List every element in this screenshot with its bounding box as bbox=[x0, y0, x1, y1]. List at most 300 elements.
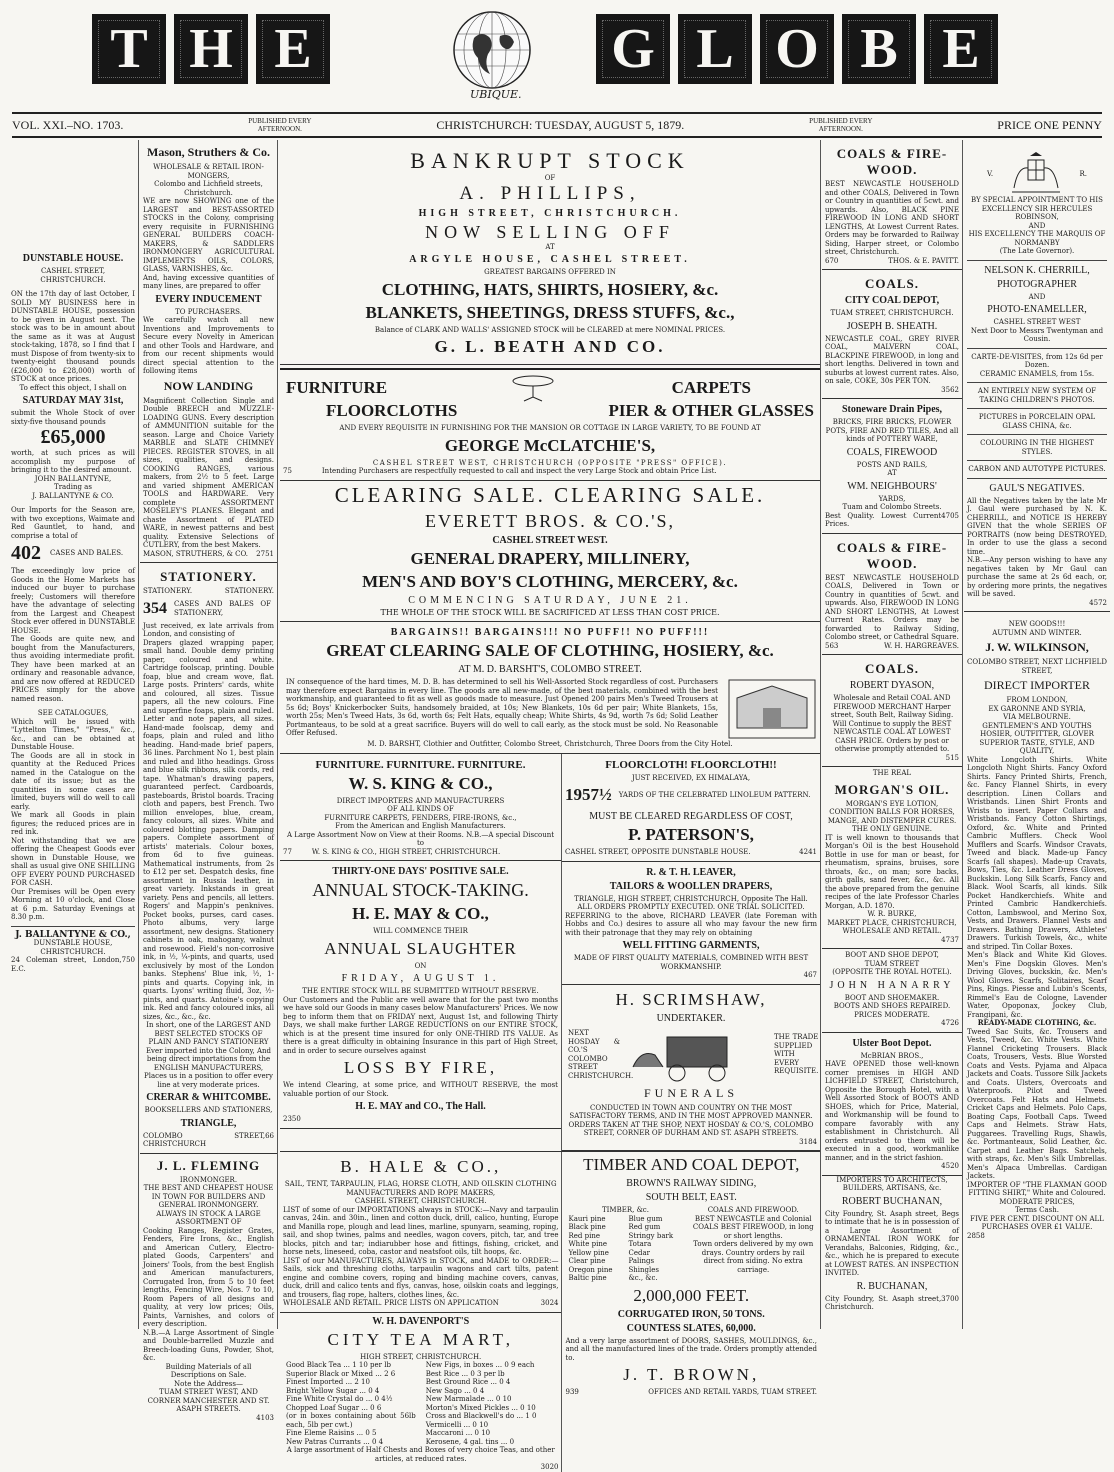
ad-title: COALS & FIRE-WOOD. bbox=[836, 146, 948, 177]
now-selling: NOW SELLING OFF bbox=[425, 221, 675, 242]
neighbours-address: Tuam and Colombo Streets. bbox=[842, 503, 942, 511]
importers: IMPORTERS TO ARCHITECTS, BUILDERS, ARTISANS, &c. bbox=[836, 1175, 948, 1192]
floor-number: 1957½ bbox=[565, 785, 612, 804]
king-signature: W. S. KING & CO., HIGH STREET, CHRISTCHURCH. bbox=[311, 847, 501, 856]
masthead-letter: G bbox=[596, 14, 670, 84]
davenport-ad bbox=[280, 1316, 561, 1472]
crerar-heading: CRERAR & WHITCOMBE. bbox=[146, 1092, 271, 1103]
tea-item: Vermicelli ... 0 10 bbox=[425, 1420, 489, 1429]
tea-item: Superior Black or Mixed ... 2 6 bbox=[286, 1369, 396, 1378]
king: W. S. KING & CO., bbox=[348, 773, 493, 793]
ad-number: 4726 bbox=[941, 1019, 959, 1027]
wilkinson-address: COLOMBO STREET, NEXT LICHFIELD STREET, bbox=[967, 658, 1107, 675]
shop-illustration-icon bbox=[727, 678, 817, 740]
tea-item: Finest Imported ... 2 10 bbox=[286, 1378, 370, 1386]
blankets-line: BLANKETS, SHEETINGS, DRESS STUFFS, &c., bbox=[365, 302, 735, 322]
on: ON bbox=[414, 961, 427, 970]
terms: Terms Cash. bbox=[1015, 1206, 1059, 1214]
paterson-ad bbox=[562, 754, 820, 862]
fleming-ad bbox=[140, 1158, 277, 1423]
tea-address: HIGH STREET, CHRISTCHURCH. bbox=[360, 1352, 482, 1361]
ceramic: CERAMIC ENAMELS, from 15s. bbox=[979, 369, 1095, 378]
leaver-made: MADE OF FIRST QUALITY MATERIALS, COMBINED WITH BEST WORKMANSHIP. bbox=[573, 954, 809, 971]
column-3-wide bbox=[280, 140, 821, 1471]
ad-paragraph: N.B.—Any person wishing to have any negatives taken by Mr Gaul can purchase the same at 2s 6d each, or, by ordering more prints, the negatives will be saved. bbox=[967, 556, 1107, 598]
tea-item: Cross and Blackwell's do ... 1 0 bbox=[425, 1412, 537, 1420]
will-commence: WILL COMMENCE THEIR bbox=[373, 927, 468, 935]
funerals: FUNERALS bbox=[643, 1085, 738, 1100]
ad-paragraph: N.B.—A Large Assortment of Single and Double-barrelled Muzzle and Breech-loading Guns, Powder, Shot, &c. bbox=[143, 1328, 274, 1362]
timber-text: And a very large assortment of DOORS, SASHES, MOULDINGS, &c., and all the manufactured lines of the trade. Orders promptly attended to. bbox=[565, 1336, 817, 1362]
ad-paragraph: Just received, ex late arrivals from London, and consisting of bbox=[143, 621, 274, 638]
to-purchasers: TO PURCHASERS. bbox=[175, 307, 242, 316]
furniture-note: AND EVERY REQUISITE IN FURNISHING FOR THE MANSION OR COTTAGE IN LARGE VARIETY, TO BE FOUND AT bbox=[339, 424, 761, 432]
cherrill-next: Next Door to Messrs Twentyman and Cousin. bbox=[970, 326, 1104, 343]
ad-number: 3020 bbox=[540, 1463, 559, 1471]
stationery-ad bbox=[140, 563, 277, 1154]
masthead-word-the bbox=[92, 14, 330, 84]
may: H. E. MAY & CO., bbox=[352, 904, 489, 923]
tea-mart: CITY TEA MART, bbox=[327, 1329, 514, 1349]
masthead bbox=[0, 0, 1114, 110]
tea-footer: A large assortment of Half Chests and Boxes of very choice Teas, and other articles, at reduced rates. bbox=[286, 1446, 555, 1463]
burke-ws: WHOLESALE AND RETAIL. bbox=[842, 927, 942, 935]
timber-item: Oregon pine bbox=[568, 1265, 613, 1274]
tuam-street: TUAM STREET, CHRISTCHURCH. bbox=[830, 309, 954, 317]
everett-address: CASHEL STREET WEST. bbox=[492, 534, 608, 546]
and: AND bbox=[1028, 221, 1046, 230]
place-date: CHRISTCHURCH: TUESDAY, AUGUST 5, 1879. bbox=[436, 117, 685, 132]
ad-paragraph: ALWAYS IN STOCK A LARGE ASSORTMENT OF bbox=[156, 1209, 261, 1226]
ad-title: DUNSTABLE HOUSE. bbox=[22, 253, 124, 264]
ad-number: 3562 bbox=[941, 385, 959, 394]
hale-sub: SAIL, TENT, TARPAULIN, FLAG, HORSE CLOTH, AND OILSKIN CLOTHING MANUFACTURERS AND ROPE MAKERS, bbox=[284, 1180, 557, 1197]
dateline bbox=[12, 112, 1102, 138]
brown-address: OFFICES AND RETAIL YARDS, TUAM STREET. bbox=[648, 1388, 817, 1396]
ad-paragraph: Wholesale and Retail COAL AND FIREWOOD MERCHANT Harper street, South Belt, Railway Siding. Will Continue to supply the BEST NEWCASTLE COAL AT LOWEST CASH PRICE. Orders by post or otherwise promptly attended to. bbox=[830, 694, 954, 753]
morgan-ad bbox=[822, 767, 962, 949]
leaver-text: REFERRING to the above, RICHARD LEAVER (late Foreman with Hobbs and Co.) desires to assure all who may favour the new firm with their patronage that they may rely on obtaining bbox=[565, 911, 817, 937]
triangle: TRIANGLE, bbox=[180, 1117, 237, 1129]
photo-enameller: PHOTO-ENAMELLER, bbox=[987, 304, 1087, 315]
timber-item: Clear pine bbox=[568, 1257, 606, 1265]
ad-paragraph: The exceedingly low price of Goods in the Home Markets has induced our buyer to purchase freely; Customers will therefore have the advantage of selecting from the Largest and Cheapest Stock ever offered in DUNSTABLE HOUSE. bbox=[11, 567, 135, 635]
signature: THOS. & E. PAVITT. bbox=[888, 256, 959, 265]
signature: MASON, STRUTHERS, & CO. bbox=[143, 549, 249, 558]
via: VIA MELBOURNE. bbox=[1003, 713, 1071, 721]
direct-importer: DIRECT IMPORTER bbox=[983, 678, 1091, 692]
column-4 bbox=[822, 140, 963, 1329]
discount: FIVE PER CENT. DISCOUNT ON ALL PURCHASES OVER £1 VALUE. bbox=[970, 1214, 1104, 1231]
tea-item: Bright Yellow Sugar ... 0 4 bbox=[286, 1386, 380, 1395]
firm-name: J. BALLANTYNE & CO. bbox=[32, 491, 114, 500]
ad-title: Mason, Struthers & Co. bbox=[147, 145, 270, 159]
boot-tuam: TUAM STREET bbox=[864, 959, 920, 968]
ad-number: 2858 bbox=[967, 1231, 985, 1240]
ad-paragraph: In short, one of the LARGEST AND BEST SELECTED STOCKS OF PLAIN AND FANCY STATIONERY Ever imported into the Colony, And being direct importations from the ENGLISH MANUFACTURERS, Places us in a position to offer every line at very moderate prices. bbox=[144, 1021, 273, 1089]
ad-title: BANKRUPT STOCK bbox=[410, 148, 690, 173]
paterson-address: CASHEL STREET, OPPOSITE DUNSTABLE HOUSE. bbox=[565, 848, 751, 856]
price: PRICE ONE PENNY bbox=[997, 117, 1102, 132]
sale-date: SATURDAY MAY 31st, bbox=[22, 395, 124, 406]
floorcloth: FLOORCLOTH! FLOORCLOTH!! bbox=[605, 758, 777, 771]
ad-number: 563 bbox=[825, 641, 839, 650]
signature: W. H. HARGREAVES. bbox=[883, 641, 959, 650]
footer-house: DUNSTABLE HOUSE, bbox=[33, 939, 113, 947]
timber-item: Stringy bark bbox=[628, 1231, 674, 1240]
signature: JOHN BALLANTYNE, bbox=[34, 474, 112, 483]
crerar-address: COLOMBO STREET, CHRISTCHURCH bbox=[143, 1131, 266, 1148]
ready-made: READY-MADE CLOTHING, &c. bbox=[977, 1018, 1097, 1027]
sheath-ad bbox=[822, 270, 962, 399]
ad-number: 2350 bbox=[283, 1115, 301, 1123]
yards: YARDS, bbox=[878, 494, 906, 503]
cherrill-address: CASHEL STREET WEST bbox=[993, 318, 1081, 326]
must-be-cleared: MUST BE CLEARED REGARDLESS OF COST, bbox=[589, 811, 793, 822]
bargains: BARGAINS!! BARGAINS!!! NO PUFF!! NO PUFF!!! bbox=[390, 627, 710, 638]
carpets: CARPETS bbox=[671, 378, 751, 397]
masthead-letter: B bbox=[842, 14, 916, 84]
tea-item: Best Ground Rice ... 0 4 bbox=[425, 1378, 511, 1386]
timber-sub: BROWN'S RAILWAY SIDING, bbox=[626, 1178, 757, 1189]
dyason-ad bbox=[822, 655, 962, 767]
ad-number: 4737 bbox=[941, 935, 959, 944]
king-note: A Large Assortment Now on View at their Rooms. N.B.—A special Discount to bbox=[286, 830, 555, 847]
crerar-sub: BOOKSELLERS AND STATIONERS, bbox=[144, 1106, 273, 1114]
davenport: W. H. DAVENPORT'S bbox=[372, 1315, 470, 1327]
ad-paragraph: THE BEST AND CHEAPEST HOUSE IN TOWN FOR BUILDERS AND GENERAL IRONMONGERY. bbox=[143, 1184, 274, 1209]
boot-opposite: (OPPOSITE THE ROYAL HOTEL). bbox=[832, 968, 952, 976]
ad-paragraph: City Foundry, St. Asaph street, Begs to intimate that he is in possession of a Large Assortment of ORNAMENTAL IRON WORK for Verandahs, Balconies, Ridging, &c., &c., which he is prepared to execute at LOWEST RATES. AN INSPECTION INVITED. bbox=[825, 1209, 959, 1277]
ad-number: 3184 bbox=[799, 1137, 817, 1146]
buchanan-signature: R. BUCHANAN, bbox=[856, 1280, 928, 1292]
leaver-ad bbox=[562, 862, 820, 985]
tea-item: New Sago ... 0 4 bbox=[425, 1386, 485, 1395]
ad-number: 77 bbox=[283, 847, 292, 856]
may-signature: H. E. MAY and CO., The Hall. bbox=[355, 1101, 486, 1112]
coals-text: BEST NEWCASTLE and Colonial COALS BEST FIREWOOD, in long or short lengths. bbox=[692, 1214, 814, 1240]
ad-number: 939 bbox=[565, 1388, 579, 1396]
ad-address: Colombo and Lichfield streets, Christchurch. bbox=[154, 180, 263, 197]
ulster-ad bbox=[822, 1033, 962, 1176]
timber-item: &c., &c. bbox=[628, 1274, 658, 1282]
masthead-letter: E bbox=[924, 14, 998, 84]
masthead-motto: UBIQUE. bbox=[470, 88, 522, 101]
annual-stock: ANNUAL STOCK-TAKING. bbox=[312, 880, 529, 900]
column-1 bbox=[8, 140, 139, 1329]
ad-number: 670 bbox=[825, 256, 839, 265]
pictures: PICTURES in PORCELAIN OPAL GLASS CHINA, &c. bbox=[978, 413, 1096, 430]
coals-firewood: COALS, FIREWOOD bbox=[846, 446, 938, 458]
flaxman: IMPORTER OF "THE FLAXMAN GOOD FITTING SHIRT," White and Coloured. bbox=[967, 1180, 1107, 1197]
col3-right-subcolumn bbox=[562, 754, 820, 1152]
ad-city: CHRISTCHURCH. bbox=[40, 275, 106, 284]
king-items: FURNITURE CARPETS, FENDERS, FIRE-IRONS, &c., bbox=[324, 813, 517, 822]
stationery-label: STATIONERY. bbox=[224, 587, 274, 595]
yards-text: YARDS OF THE CELEBRATED LINOLEUM PATTERN. bbox=[618, 790, 811, 799]
column-2 bbox=[140, 140, 278, 1422]
slates: COUNTESS SLATES, 60,000. bbox=[626, 1322, 756, 1334]
ad-paragraph: And, having excessive quantities of many lines, are prepared to offer bbox=[143, 273, 274, 290]
furniture: FURNITURE bbox=[286, 378, 388, 397]
just-received: JUST RECEIVED, EX HIMALAYA, bbox=[631, 773, 751, 782]
tea-item: Best Rice ... 0 3 per lb bbox=[425, 1369, 505, 1378]
ad-paragraph: MORGAN'S EYE LOTION, CONDITION BALLS FOR HORSES, MANGE, AND DISTEMPER CURES. THE ONLY GENUINE. bbox=[827, 799, 957, 833]
ad-title: COALS. bbox=[864, 276, 920, 291]
appointment: BY SPECIAL APPOINTMENT TO HIS EXCELLENCY SIR HERCULES ROBINSON, bbox=[971, 196, 1103, 221]
pavitt-ad bbox=[822, 140, 962, 270]
phillips: A. PHILLIPS, bbox=[459, 182, 641, 204]
drapery: GENERAL DRAPERY, MILLINERY, bbox=[410, 548, 690, 568]
king-direct: DIRECT IMPORTERS AND MANUFACTURERS bbox=[336, 796, 505, 805]
ad-title: COALS & FIRE-WOOD. bbox=[836, 539, 948, 571]
ad-paragraph: We carefully watch all new Inventions and Improvements to Secure every Novelty in American and other Tools and Hardware, and from our recent shipments would direct special attention to the following items bbox=[143, 316, 274, 375]
city-coal-depot: CITY COAL DEPOT, bbox=[844, 295, 940, 306]
ad-paragraph: All the Negatives taken by the late Mr J. Gaul were purchased by N. K. CHERRILL, and NOTICE IS HEREBY GIVEN that the whole SERIES OF PORTRAITS (now being DESTROYED, In order to use the glass a second time. bbox=[967, 496, 1107, 556]
catalogues-heading: SEE CATALOGUES, bbox=[37, 709, 109, 717]
morgan: MORGAN'S OIL. bbox=[834, 781, 950, 797]
timber-heading: TIMBER, &c. bbox=[602, 1206, 649, 1214]
ad-paragraph: IT is well known to thousands that Morgan's Oil is the best Household Bottle in use for man or beast, for rheumatism, sprains, bruises, sore throats, &c., on man; sore backs, girth galls, sand fever, &c., &c. All the above prepared from the genuine recipes of the late Professor Charles Morgan, A.D. 1870. bbox=[825, 833, 959, 910]
slaughter: ANNUAL SLAUGHTER bbox=[324, 938, 517, 958]
coals-heading: COALS AND FIREWOOD. bbox=[707, 1206, 799, 1214]
hale-ad bbox=[280, 1152, 561, 1313]
timber-item: White pine bbox=[568, 1240, 607, 1248]
masthead-letter: L bbox=[678, 14, 752, 84]
ad-paragraph: BEST NEWCASTLE HOUSEHOLD COALS, Delivered in Town or Country in quantities of 5cwt. and upwards. Also, FIREWOOD IN LONG AND SHORT LENGTHS, At Lowest Current Rates. Orders may be forwarded to Railway Siding, Colombo street, or Cathedral Square. bbox=[825, 573, 959, 641]
everett-ad bbox=[280, 481, 820, 623]
at: AT bbox=[545, 242, 555, 251]
barsht-text: IN consequence of the hard times, M. D. B. has determined to sell his Well-Assorted Stock regardless of cost. Purchasers may therefore expect Bargains in every line. The goods are all new-made, of the best materials, combined with the best workmanship, and guaranteed to fit as well as goods made to measure. Just Opened 200 pairs Men's Tweed Trousers at 5s 6d; Boys' Knickerbocker Suits, handsomely braided, at 10s; New Blankets, 10s 6d per pair; White Blankets, 15s, worth 25s; Men's Tweed Hats, 3s 6d, worth 6s; Felt Hats, equally cheap; White Shirts, 4s 9d, worth 7s 6d; Solid Leather Portmanteaus, to be sold at a great sacrifice. Buyers will do well to call early, as the stock must be sold. No Reasonable Offer Refused. bbox=[286, 678, 718, 737]
and: AND bbox=[1028, 292, 1046, 301]
carte-de-visites: CARTE-DE-VISITES, from 12s 6d per Dozen. bbox=[971, 352, 1103, 369]
hargreaves-ad bbox=[822, 534, 962, 656]
tea-item: Maccaroni ... 0 10 bbox=[425, 1429, 491, 1437]
king-ad bbox=[280, 754, 561, 862]
phillips-address: HIGH STREET, CHRISTCHURCH. bbox=[418, 207, 682, 219]
timber-item: Black pine bbox=[568, 1223, 606, 1231]
moderate: MODERATE PRICES, bbox=[999, 1197, 1075, 1206]
ad-paragraph: The Goods are all in stock in quantity at the Reduced Prices named in the Catalogue on the date of its issue; but as the quantities in some cases are limited, buyers will do well to call early. bbox=[11, 751, 135, 811]
tea-price-list-left bbox=[283, 1361, 419, 1446]
timber-item: Red pine bbox=[568, 1231, 600, 1240]
from-london: FROM LONDON, bbox=[1006, 696, 1068, 704]
footer-firm: J. BALLANTYNE & CO., bbox=[15, 929, 131, 940]
mcclatchie-address: CASHEL STREET WEST, CHRISTCHURCH (OPPOSITE "PRESS" OFFICE). bbox=[372, 458, 728, 467]
paterson: P. PATERSON'S, bbox=[628, 825, 754, 844]
scrimshaw: H. SCRIMSHAW, bbox=[615, 989, 767, 1009]
coals-text: Town orders delivered by my own drays. Country orders by rail direct from siding. No extra carriage. bbox=[693, 1240, 814, 1274]
commencing: COMMENCING SATURDAY, JUNE 21. bbox=[408, 594, 692, 606]
buchanan-address: City Foundry, St. Asaph street, Christchurch. bbox=[825, 1294, 942, 1311]
wilkinson: J. W. WILKINSON, bbox=[985, 640, 1089, 654]
footer-london: 24 Coleman street, London, E.C. bbox=[11, 956, 122, 973]
dyason: ROBERT DYASON, bbox=[849, 680, 935, 691]
ad-paragraph: The Goods are quite new, and bought from the Manufacturers, thus avoiding intermediate profit. They have been marked at an ordinary and reasonable advance, and are now offered at REDUCED PRICES simply for the above named reason. bbox=[11, 635, 135, 703]
ad-paragraph: Tweed Sac Suits, &c. Trousers and Vests, Tweed, &c. White Vests. White Flannel Cricketing Trousers. Black Coats, Trousers, Vests. Blue Worsted Coats and Vests. Pyjama and Alpaca Jackets and Coats. Tussore Silk Jackets and Coats. Ulsters, Overcoats and Waterproofs. Pilot and Tweed Overcoats. Felt Hats and Helmets. Cricket Caps and Helmets. Polo Caps, Boating Caps, Football Caps. Tweed Caps and Helmets. Straw Hats, Puggarees. Travelling Rugs, Shawls, &c. Portmanteaux, Solid Leather, &c. Carpet and Leather Bags. Satchels, with straps, &c. Men's Silk Umbrellas. Men's Alpaca Umbrellas. Cardigan Jackets. bbox=[967, 1027, 1107, 1180]
masthead-letter: H bbox=[174, 14, 248, 84]
may-text: Our Customers and the Public are well aware that for the past two months we have sold our Goods in many cases below Manufacturers' Prices. We now beg to inform them that on FRIDAY next, August 1st, and following Thirty Days, we shall make further LARGE REDUCTIONS on our ENTIRE STOCK, which is at the present time insured for only ONE-THIRD ITS VALUE. As there is a great difficulty in obtaining Insurance in this part of High Street, and in order to secure ourselves against bbox=[283, 995, 558, 1055]
clearing-sale: CLEARING SALE. CLEARING SALE. bbox=[334, 482, 766, 507]
timber-item: Totara bbox=[628, 1240, 652, 1248]
globe-icon bbox=[450, 8, 534, 92]
ad-number: 515 bbox=[945, 753, 959, 762]
burke: W. R. BURKE, bbox=[867, 910, 917, 918]
entirely-new: AN ENTIRELY NEW SYSTEM OF TAKING CHILDREN'S PHOTOS. bbox=[977, 387, 1097, 404]
boot-depot: BOOT AND SHOE DEPOT, bbox=[845, 951, 939, 959]
ad-number: 75 bbox=[283, 467, 292, 475]
tea-item: Fine Eleme Raisins ... 0 5 bbox=[286, 1429, 377, 1437]
col3-right-lower bbox=[562, 1152, 820, 1472]
ad-number: 4705 bbox=[941, 511, 959, 520]
floorcloths: FLOORCLOTHS bbox=[326, 401, 458, 420]
cases-number: 402 bbox=[11, 542, 41, 564]
well-fitting: WELL FITTING GARMENTS, bbox=[622, 940, 760, 951]
leaver-sub: TAILORS & WOOLLEN DRAPERS, bbox=[609, 880, 773, 892]
tea-price-list-right bbox=[423, 1361, 559, 1446]
funerals-text: CONDUCTED IN TOWN AND COUNTRY ON THE MOST SATISFACTORY TERMS, AND IN THE MOST APPROVED MANNER. bbox=[569, 1103, 813, 1120]
vr-right: R. bbox=[1079, 169, 1087, 178]
timber: TIMBER AND COAL DEPOT, bbox=[583, 1155, 800, 1174]
superior: SUPERIOR TASTE, STYLE, AND QUALITY, bbox=[979, 738, 1095, 755]
may-ad bbox=[280, 861, 561, 1129]
tea-item: Chopped Loaf Sugar ... 0 6 bbox=[286, 1403, 382, 1412]
ad-address: TUAM STREET WEST, AND CORNER MANCHESTER AND ST. ASAPH STREETS. bbox=[147, 1388, 270, 1413]
stationery-label: STATIONERY. bbox=[143, 587, 193, 595]
ad-number: 4241 bbox=[799, 848, 817, 856]
trading-as: Trading as bbox=[54, 483, 92, 491]
royal-arms-icon bbox=[1006, 152, 1066, 196]
leaver: R. & T. H. LEAVER, bbox=[646, 866, 736, 878]
timber-item: Kauri pine bbox=[568, 1214, 606, 1223]
king-all: OF ALL KINDS OF bbox=[387, 805, 454, 813]
mcbrian: McBRIAN BROS., bbox=[860, 1051, 924, 1060]
table-illustration-icon bbox=[510, 375, 556, 403]
boot-maker: BOOT AND SHOEMAKER. bbox=[844, 993, 940, 1002]
mcclatchie: GEORGE McCLATCHIE'S, bbox=[444, 435, 656, 455]
king-from: From the American and English Manufacturers. bbox=[335, 822, 506, 830]
ad-title: J. L. FLEMING bbox=[156, 1157, 261, 1173]
the-real: THE REAL bbox=[872, 769, 912, 777]
ad-number: 66 bbox=[265, 1131, 274, 1140]
scrim-left: NEXT HOSDAY & CO.'S COLOMBO STREET CHRISTCHURCH. bbox=[568, 1029, 634, 1080]
marquis: HIS EXCELLENCY THE MARQUIS OF NORMANBY bbox=[968, 230, 1106, 247]
greatest: GREATEST BARGAINS OFFERED IN bbox=[484, 268, 616, 276]
hanarry-ad bbox=[822, 949, 962, 1033]
brown: J. T. BROWN, bbox=[623, 1365, 760, 1384]
published-note: PUBLISHED EVERY AFTERNOON. bbox=[248, 117, 312, 133]
ad-paragraph: Magnificent Collection Single and Double BREECH and MUZZLE-LOADING GUNS. Every description of AMMUNITION suitable for the season. Large and Choice Variety MARBLE and SLATE CHIMNEY PIECES. REGISTER STOVES, in all sizes, qualities, and designs. COOKING RANGES, various makers, from 2½ to 5 feet. Large and varied shipment AMERICAN TOOLS and HARDWARE. Very complete ASSORTMENT MOSELEY'S PLANES. Elegant and chaste Assortment of PLATED WARE, in newest patterns and best quality. Extensive Selections of CUTLERY, from the best Makers. bbox=[143, 396, 274, 549]
ad-paragraph: NEWCASTLE COAL, GREY RIVER COAL, MALVERN COAL, BLACKPINE FIREWOOD, in long and short lengths. Delivered in town and suburbs at lowest current rates. Also, on sale, COKE, 30s PER TON. bbox=[825, 334, 959, 385]
ad-number: 4520 bbox=[941, 1162, 959, 1170]
whole-stock: THE WHOLE OF THE STOCK WILL BE SACRIFICED AT LESS THAN COST PRICE. bbox=[380, 607, 720, 617]
ad-number: 2751 bbox=[256, 549, 274, 558]
ad-paragraph: Men's Black and White Kid Gloves. Men's Fine Dogskin Gloves. Men's Driving Gloves, buckskin, &c. Men's Wool Gloves. Scarfs, Solitaires, Scarf Pins, Rings. Piesse and Lubin's Scents, Rimmel's Eau de Cologne, Lavender Water, Opoponax, Jockey Club, Frangipani, &c. bbox=[967, 951, 1107, 1019]
tea-item: New Marmalade ... 0 10 bbox=[425, 1395, 512, 1403]
tea-item: Kerosene, 4 gal. tins ... 0 bbox=[425, 1437, 515, 1446]
ad-paragraph: Building Materials of all Descriptions on Sale. bbox=[165, 1362, 252, 1379]
boot-repaired: BOOTS AND SHOES REPAIRED. PRICES MODERATE. bbox=[833, 1002, 951, 1019]
clothing-line: CLOTHING, HATS, SHIRTS, HOSIERY, &c. bbox=[381, 279, 719, 299]
volume-number: VOL. XXI.–NO. 1703. bbox=[12, 117, 124, 132]
cases-label: CASES AND BALES. bbox=[50, 549, 124, 558]
ad-paragraph: WE are now SHOWING one of the LARGEST and BEST-ASSORTED STOCKS in the Colony, comprising every requisite in FURNISHING GENERAL BUILDERS COACH-MAKERS, & SADDLERS IRONMONGERY AGRICULTURAL IMPLEMENTS OILS, COLORS, GLASS, VARNISHES, &c. bbox=[143, 197, 274, 273]
may-text: We intend Clearing, at some price, and WITHOUT RESERVE, the most valuable portion of our Stock. bbox=[283, 1081, 558, 1098]
orders-taken: ORDERS TAKEN AT THE SHOP, NEXT HOSDAY & CO.'S, COLOMBO STREET, CORNER OF DURHAM AND ST. ASAPH STREETS. bbox=[568, 1120, 814, 1137]
ad-number: 4572 bbox=[1089, 598, 1107, 607]
masthead-letter: O bbox=[760, 14, 834, 84]
timber-item: Yellow pine bbox=[568, 1248, 609, 1257]
posts-rails: POSTS AND RAILS, bbox=[856, 460, 928, 469]
great-clearing: GREAT CLEARING SALE OF CLOTHING, HOSIERY, &c. bbox=[326, 641, 774, 660]
footer-city: CHRISTCHURCH. bbox=[40, 947, 106, 956]
ad-paragraph: Our Imports for the Season are, with two exceptions, Waimate and Red Gauntlet, to hand, and comprise a total of bbox=[11, 506, 135, 540]
thirty-days: THIRTY-ONE DAYS' POSITIVE SALE. bbox=[332, 866, 509, 877]
barsht-signature: M. D. BARSHT, Clothier and Outfitter, Colombo Street, Christchurch, Three Doors from the City Hotel. bbox=[367, 740, 733, 748]
neighbours: WM. NEIGHBOURS' bbox=[847, 480, 937, 492]
scrim-right: THE TRADE SUPPLIED WITH EVERY REQUISITE. bbox=[774, 1033, 819, 1076]
ad-paragraph: Cooking Ranges, Register Grates, Fenders, Fire Irons, &c., English and American Cutlery, Electro-plated Goods, Carpenters' and Joiners' Tools, from the best English and American manufacturers, Corrugated Iron, from 5 to 10 feet lengths, Fencing Wire, Nos. 7 to 10, Room Papers of all designs and quality, at very low prices; Oils, Paints, Varnishes, and colors of every description. bbox=[143, 1226, 274, 1328]
ad-number: 467 bbox=[803, 971, 817, 979]
buchanan-ad bbox=[822, 1176, 962, 1312]
stock-amount: £65,000 bbox=[40, 426, 106, 448]
address-note: Note the Address— bbox=[174, 1379, 243, 1388]
everett: EVERETT BROS. & CO.'S, bbox=[425, 510, 675, 531]
col3-left-lower bbox=[280, 1152, 562, 1472]
ad-paragraph: Not withstanding that we are offering the Cheapest Goods ever shown in Dunstable House, we shall as usual give ONE SHILLING OFF EVERY POUND PURCHASED FOR CASH. bbox=[11, 836, 135, 887]
cherrill-ad bbox=[964, 140, 1110, 612]
corrugated: CORRUGATED IRON, 50 TONS. bbox=[617, 1308, 765, 1320]
friday: FRIDAY, AUGUST 1. bbox=[341, 973, 500, 984]
timber-item: Cedar bbox=[628, 1248, 650, 1257]
buchanan: ROBERT BUCHANAN, bbox=[841, 1195, 943, 1207]
ad-title: STATIONERY. bbox=[160, 569, 257, 584]
cherrill: NELSON K. CHERRILL, bbox=[984, 264, 1090, 276]
hale-text: LIST of some of our IMPORTATIONS always in STOCK:—Navy and tarpaulin canvas, 24in. and 30in., linen and cotton duck, drill, calico, hunting, Europe and Manilla rope, plough and lead lines, marline, spunyarn, seaming, roping, sail, and shop twines, palms and needles, wagon covers, pitch, tar, and tree blocks, pitch and tar; indiarubber hose and fittings, fishing, cricket, and horse nets, lineseed, coba, castor and neatsfoot oils, tilt hoops, &c. bbox=[283, 1205, 559, 1256]
pier-glasses: PIER & OTHER GLASSES bbox=[608, 401, 814, 420]
landing-heading: NOW LANDING bbox=[163, 378, 254, 393]
ex-garonne: EX GARONNE AND SYRIA, bbox=[988, 704, 1086, 713]
published-note: PUBLISHED EVERY AFTERNOON. bbox=[809, 117, 873, 133]
timber-item: Palings bbox=[628, 1257, 655, 1265]
mcclatchie-ad bbox=[280, 373, 820, 481]
ad-paragraph: Our Premises will be Open every Morning at 10 o'clock, and Close at 6 p.m. Saturday Evenings at 8.30 p.m. bbox=[11, 887, 135, 921]
sheath: JOSEPH B. SHEATH. bbox=[846, 320, 938, 332]
barsht-address: AT M. D. BARSHT'S, COLOMBO STREET. bbox=[458, 664, 642, 675]
ad-subtitle: IRONMONGER. bbox=[179, 1175, 238, 1184]
hearse-illustration-icon bbox=[627, 1027, 767, 1083]
ad-paragraph: ON the 17th day of last October, I SOLD MY BUSINESS here in DUNSTABLE HOUSE, possession to be given in August next. The stock was to be in amount about the same as it was at August stock-taking, 1878, so I find that I must Dispose of from twenty-six to twenty-eight thousand pounds (£26,000 to £28,000) worth of STOCK at once prices. bbox=[11, 290, 135, 383]
inducement-heading: EVERY INDUCEMENT bbox=[155, 293, 262, 305]
masthead-letter: T bbox=[92, 14, 166, 84]
mason-struthers-ad bbox=[140, 140, 277, 563]
hale-signature: WHOLESALE AND RETAIL. PRICE LISTS ON APPLICATION bbox=[283, 1299, 499, 1307]
col3-left-subcolumn bbox=[280, 754, 562, 1152]
colouring: COLOURING IN THE HIGHEST STYLES. bbox=[980, 439, 1094, 456]
gentlemen: GENTLEMEN'S AND YOUTHS HOSIER, OUTFITTER, GLOVER bbox=[980, 721, 1094, 738]
bankrupt-stock-ad bbox=[280, 140, 820, 365]
tea-item: Good Black Tea ... 1 10 per lb bbox=[286, 1361, 391, 1369]
tea-item: Morton's Mixed Pickles ... 0 10 bbox=[425, 1403, 536, 1412]
tea-item: New Figs, in boxes ... 0 9 each bbox=[425, 1361, 535, 1369]
ad-number: 3024 bbox=[540, 1299, 559, 1307]
timber-item: Baltic pine bbox=[568, 1274, 607, 1282]
mens-clothing: MEN'S AND BOY'S CLOTHING, MERCERY, &c. bbox=[362, 571, 738, 591]
ad-paragraph: submit the Whole Stock of over sixty-five thousand pounds bbox=[11, 409, 135, 426]
leaver-orders: ALL ORDERS PROMPTLY EXECUTED. ONE TRIAL SOLICITED. bbox=[577, 903, 805, 911]
ad-title: Stoneware Drain Pipes, bbox=[841, 404, 943, 415]
balance-note: Balance of CLARK AND WALLS' ASSIGNED STOCK will be CLEARED at mere NOMINAL PRICES. bbox=[374, 325, 726, 334]
